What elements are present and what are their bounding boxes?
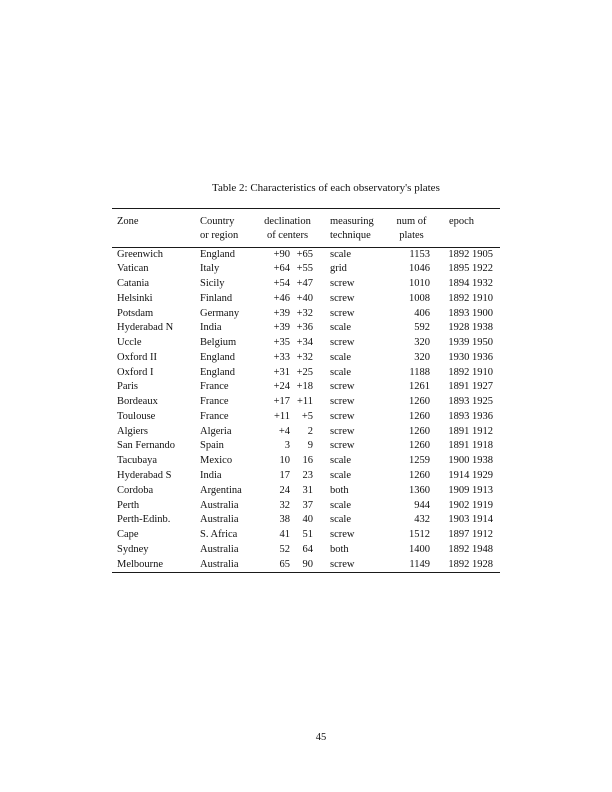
- col-header-epoch: [430, 209, 500, 248]
- cell-zone: Oxford I: [117, 366, 154, 378]
- cell-declination-start: 65: [279, 558, 290, 570]
- cell-declination-start: +17: [273, 396, 290, 408]
- cell-declination-end: +40: [296, 292, 313, 304]
- cell-technique: scale: [330, 351, 351, 363]
- table-row: [112, 454, 500, 469]
- cell-epoch: 1897 1912: [448, 529, 493, 541]
- cell-technique: screw: [330, 307, 355, 319]
- cell-technique: scale: [330, 499, 351, 511]
- cell-plates: 1046: [409, 263, 430, 275]
- cell-declination-end: 31: [302, 484, 313, 496]
- cell-epoch: 1893 1925: [448, 396, 493, 408]
- cell-zone: Catania: [117, 278, 150, 290]
- table-row: [112, 410, 500, 425]
- cell-declination-end: 51: [302, 529, 313, 541]
- cell-epoch: 1892 1905: [448, 248, 493, 260]
- cell-country: France: [200, 410, 229, 422]
- cell-technique: scale: [330, 322, 351, 334]
- cell-plates: 1400: [409, 543, 430, 555]
- cell-country: India: [200, 469, 222, 481]
- header-line: Zone: [117, 216, 139, 227]
- cell-plates: 320: [414, 337, 430, 349]
- cell-technique: screw: [330, 425, 355, 437]
- table-row: [112, 439, 500, 454]
- cell-country: Sicily: [200, 278, 225, 290]
- table-row: [112, 528, 500, 543]
- table-row: [112, 262, 500, 277]
- header-line: or region: [200, 229, 239, 241]
- cell-country: S. Africa: [200, 529, 238, 541]
- col-header-country: [200, 209, 262, 248]
- cell-plates: 1260: [409, 440, 430, 452]
- cell-country: Spain: [200, 440, 224, 452]
- cell-zone: Algiers: [117, 425, 148, 437]
- cell-declination-start: 3: [284, 440, 290, 452]
- cell-country: England: [200, 351, 235, 363]
- cell-epoch: 1893 1936: [448, 410, 493, 422]
- cell-technique: scale: [330, 366, 351, 378]
- table-row: [112, 292, 500, 307]
- cell-technique: scale: [330, 514, 351, 526]
- cell-zone: Melbourne: [117, 558, 164, 570]
- cell-plates: 1010: [409, 278, 430, 290]
- cell-plates: 1360: [409, 484, 430, 496]
- cell-plates: 406: [414, 307, 430, 319]
- table-row: [112, 499, 500, 514]
- cell-plates: 1512: [409, 529, 430, 541]
- cell-technique: screw: [330, 558, 355, 570]
- cell-declination-start: +64: [273, 263, 290, 275]
- cell-technique: screw: [330, 337, 355, 349]
- cell-technique: screw: [330, 529, 355, 541]
- header-line: of centers: [266, 229, 309, 241]
- cell-plates: 1260: [409, 410, 430, 422]
- cell-declination-end: +47: [296, 278, 313, 290]
- cell-declination-end: +32: [296, 351, 313, 363]
- header-line: technique: [330, 229, 371, 241]
- cell-declination-start: 10: [279, 455, 290, 467]
- col-header-technique: [313, 209, 393, 248]
- cell-declination-end: +5: [301, 410, 313, 422]
- cell-declination-start: +46: [273, 292, 290, 304]
- cell-epoch: 1891 1927: [448, 381, 493, 393]
- cell-technique: screw: [330, 381, 355, 393]
- cell-technique: grid: [330, 263, 347, 275]
- cell-epoch: 1902 1919: [448, 499, 493, 511]
- cell-country: Mexico: [200, 455, 233, 467]
- table-row: [112, 247, 500, 262]
- cell-zone: Perth-Edinb.: [117, 514, 171, 526]
- cell-declination-start: 52: [279, 543, 290, 555]
- cell-declination-end: 40: [302, 514, 313, 526]
- cell-declination-start: +11: [273, 410, 290, 422]
- cell-epoch: 1894 1932: [448, 278, 493, 290]
- cell-zone: Sydney: [117, 543, 149, 555]
- cell-zone: San Fernando: [117, 440, 176, 452]
- observatory-plates-table: [112, 208, 500, 573]
- cell-declination-end: +18: [296, 381, 313, 393]
- cell-epoch: 1939 1950: [448, 337, 493, 349]
- cell-epoch: 1891 1918: [448, 440, 493, 452]
- cell-declination-end: 23: [302, 469, 313, 481]
- table-row: [112, 469, 500, 484]
- cell-epoch: 1892 1910: [448, 292, 493, 304]
- cell-epoch: 1903 1914: [448, 514, 493, 526]
- cell-country: Finland: [200, 292, 233, 304]
- cell-plates: 944: [414, 499, 430, 511]
- cell-declination-end: 64: [302, 543, 313, 555]
- cell-country: Argentina: [200, 484, 242, 496]
- table-row: [112, 558, 500, 573]
- cell-plates: 592: [414, 322, 430, 334]
- cell-country: France: [200, 396, 229, 408]
- cell-technique: screw: [330, 396, 355, 408]
- cell-declination-start: +4: [278, 425, 290, 437]
- cell-country: Australia: [200, 558, 239, 570]
- cell-epoch: 1895 1922: [448, 263, 493, 275]
- cell-country: Germany: [200, 307, 240, 319]
- cell-declination-end: +11: [296, 396, 313, 408]
- cell-zone: Potsdam: [117, 307, 154, 319]
- cell-declination-start: +35: [273, 337, 290, 349]
- cell-epoch: 1891 1912: [448, 425, 493, 437]
- header-line: plates: [399, 229, 424, 241]
- cell-country: Australia: [200, 514, 239, 526]
- cell-declination-end: +25: [296, 366, 313, 378]
- table-row: [112, 366, 500, 381]
- cell-zone: Greenwich: [117, 248, 164, 260]
- header-line: declination: [264, 216, 311, 227]
- table-row: [112, 321, 500, 336]
- col-header-declination: [262, 209, 313, 248]
- cell-zone: Helsinki: [117, 292, 153, 304]
- cell-declination-start: +39: [273, 307, 290, 319]
- table-row: [112, 513, 500, 528]
- cell-epoch: 1893 1900: [448, 307, 493, 319]
- cell-plates: 432: [414, 514, 430, 526]
- header-line: measuring: [330, 216, 374, 227]
- cell-plates: 1259: [409, 455, 430, 467]
- cell-declination-start: +24: [273, 381, 290, 393]
- cell-zone: Oxford II: [117, 351, 157, 363]
- cell-country: Australia: [200, 499, 239, 511]
- cell-plates: 1260: [409, 396, 430, 408]
- table-header: [112, 209, 500, 248]
- table-caption: Table 2: Characteristics of each observatory's plates: [212, 182, 440, 194]
- cell-technique: screw: [330, 410, 355, 422]
- cell-plates: 320: [414, 351, 430, 363]
- cell-country: Italy: [200, 263, 220, 275]
- cell-zone: Paris: [117, 381, 138, 393]
- cell-declination-end: 37: [302, 499, 313, 511]
- cell-technique: screw: [330, 292, 355, 304]
- cell-epoch: 1909 1913: [448, 484, 493, 496]
- cell-declination-start: 32: [279, 499, 290, 511]
- cell-technique: screw: [330, 278, 355, 290]
- table-row: [112, 543, 500, 558]
- cell-declination-end: 2: [307, 425, 313, 437]
- cell-declination-start: 38: [279, 514, 290, 526]
- cell-epoch: 1900 1938: [448, 455, 493, 467]
- cell-technique: screw: [330, 440, 355, 452]
- cell-zone: Perth: [117, 499, 140, 511]
- cell-epoch: 1914 1929: [448, 469, 493, 481]
- cell-zone: Cape: [117, 529, 139, 541]
- cell-technique: scale: [330, 469, 351, 481]
- header-row: [112, 209, 500, 248]
- cell-epoch: 1928 1938: [448, 322, 493, 334]
- table-body: [112, 247, 500, 573]
- cell-country: India: [200, 322, 222, 334]
- cell-zone: Uccle: [117, 337, 142, 349]
- cell-declination-end: 16: [302, 455, 313, 467]
- cell-declination-start: 41: [279, 529, 290, 541]
- cell-declination-start: 17: [279, 469, 290, 481]
- cell-zone: Hyderabad N: [117, 322, 174, 334]
- cell-technique: both: [330, 484, 349, 496]
- cell-declination-end: +32: [296, 307, 313, 319]
- cell-plates: 1149: [409, 558, 430, 570]
- cell-epoch: 1892 1910: [448, 366, 493, 378]
- table-row: [112, 307, 500, 322]
- table-row: [112, 425, 500, 440]
- col-header-zone: [112, 209, 200, 248]
- cell-plates: 1153: [409, 248, 430, 260]
- cell-declination-end: +36: [296, 322, 313, 334]
- cell-country: Belgium: [200, 337, 237, 349]
- cell-zone: Bordeaux: [117, 396, 158, 408]
- cell-zone: Cordoba: [117, 484, 154, 496]
- cell-plates: 1188: [409, 366, 430, 378]
- table-row: [112, 395, 500, 410]
- cell-zone: Tacubaya: [117, 455, 158, 467]
- cell-declination-start: +90: [273, 248, 290, 260]
- cell-declination-end: 90: [302, 558, 313, 570]
- cell-technique: scale: [330, 455, 351, 467]
- cell-declination-end: +55: [296, 263, 313, 275]
- cell-declination-end: +34: [296, 337, 313, 349]
- cell-declination-start: +39: [273, 322, 290, 334]
- cell-declination-start: 24: [279, 484, 290, 496]
- cell-declination-start: +33: [273, 351, 290, 363]
- cell-country: Algeria: [200, 425, 232, 437]
- table-row: [112, 277, 500, 292]
- cell-plates: 1260: [409, 425, 430, 437]
- cell-zone: Toulouse: [117, 410, 156, 422]
- cell-technique: both: [330, 543, 349, 555]
- cell-declination-start: +54: [273, 278, 290, 290]
- cell-plates: 1008: [409, 292, 430, 304]
- cell-country: England: [200, 366, 235, 378]
- col-header-plates: [393, 209, 430, 248]
- cell-epoch: 1892 1928: [448, 558, 493, 570]
- page-number: 45: [315, 732, 327, 743]
- cell-epoch: 1892 1948: [448, 543, 493, 555]
- header-line: num of: [396, 216, 427, 227]
- cell-declination-end: +65: [296, 248, 313, 260]
- table-row: [112, 351, 500, 366]
- cell-technique: scale: [330, 248, 351, 260]
- header-line: epoch: [448, 216, 475, 227]
- cell-declination-start: +31: [273, 366, 290, 378]
- header-line: Country: [200, 216, 235, 227]
- cell-country: France: [200, 381, 229, 393]
- cell-plates: 1260: [409, 469, 430, 481]
- cell-declination-end: 9: [307, 440, 313, 452]
- table-row: [112, 380, 500, 395]
- cell-plates: 1261: [409, 381, 430, 393]
- table-row: [112, 336, 500, 351]
- cell-zone: Hyderabad S: [117, 469, 172, 481]
- table-row: [112, 484, 500, 499]
- cell-country: England: [200, 248, 235, 260]
- cell-epoch: 1930 1936: [448, 351, 493, 363]
- cell-country: Australia: [200, 543, 239, 555]
- cell-zone: Vatican: [117, 263, 149, 275]
